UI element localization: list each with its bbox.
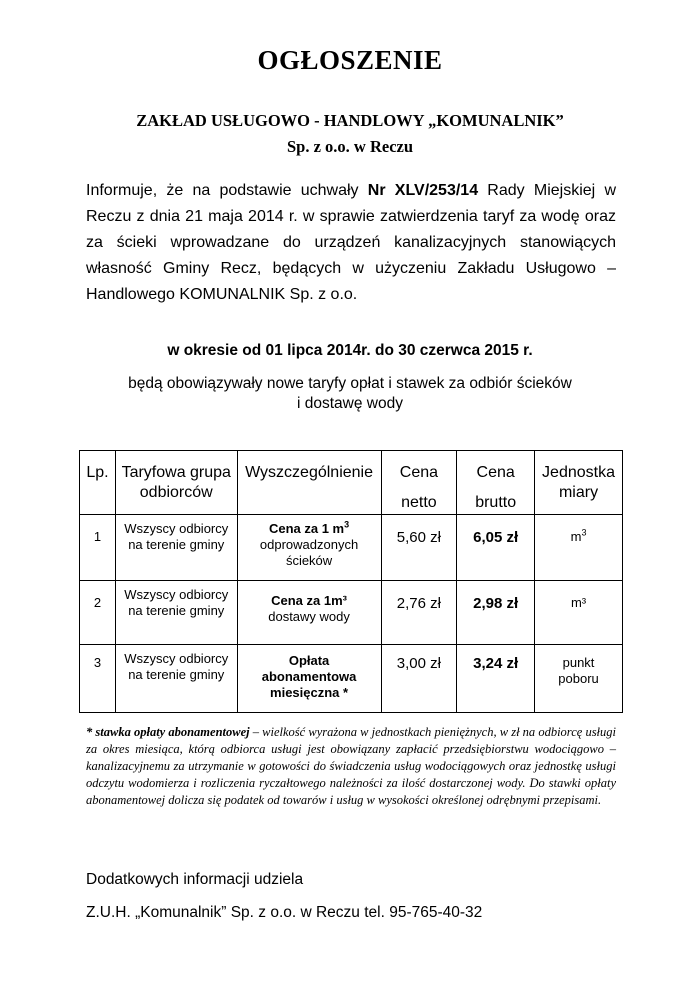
header-net-line-1: Cena xyxy=(399,464,439,481)
tariff-table xyxy=(79,450,623,713)
row1-lp-text: 1 xyxy=(93,529,102,544)
footnote xyxy=(86,724,616,809)
row3-unit xyxy=(535,645,623,713)
tariffs-line-2: i dostawę wody xyxy=(297,395,403,412)
table-row xyxy=(80,645,623,713)
header-spec xyxy=(237,451,381,515)
row1-gross-price: 6,05 zł xyxy=(473,529,519,546)
table-header-row xyxy=(80,451,623,515)
row1-group-text: Wszyscy odbiorcy na terenie gminy xyxy=(124,521,229,552)
row1-spec-desc: odprowadzonych ścieków xyxy=(259,537,359,568)
header-net xyxy=(381,451,457,515)
announcement-title: OGŁOSZENIE xyxy=(257,45,443,75)
row2-lp xyxy=(80,581,116,645)
header-unit-text: Jednostka miary xyxy=(542,464,615,501)
row1-spec-text xyxy=(238,515,381,569)
header-spec-text: Wyszczególnienie xyxy=(245,464,374,481)
row1-spec-title: Cena za 1 m xyxy=(268,521,345,536)
row3-lp-text: 3 xyxy=(93,655,102,670)
contact-details: Z.U.H. „Komunalnik” Sp. z o.o. w Reczu tel. 95-765-40-32 xyxy=(86,904,483,921)
resolution-number: Nr XLV/253/14 xyxy=(367,182,479,199)
row3-spec xyxy=(237,645,381,713)
row2-gross-price: 2,98 zł xyxy=(473,595,519,612)
header-group-text: Taryfowa grupa odbiorców xyxy=(121,464,231,501)
header-lp-text: Lp. xyxy=(86,464,109,481)
header-gross xyxy=(457,451,535,515)
row1-spec-sup: 3 xyxy=(344,519,350,530)
row2-unit-text: m³ xyxy=(570,595,587,610)
row2-spec-text xyxy=(238,581,381,625)
row1-group xyxy=(115,515,237,581)
row1-lp xyxy=(80,515,116,581)
row3-unit-text: punkt poboru xyxy=(558,655,599,686)
company-name xyxy=(0,108,700,160)
header-group xyxy=(115,451,237,515)
row3-spec-title: Opłata abonamentowa miesięczna * xyxy=(261,653,357,700)
header-net-line-2: netto xyxy=(401,494,437,511)
header-gross-line-2: brutto xyxy=(475,494,517,511)
contact-intro: Dodatkowych informacji udziela xyxy=(86,871,304,888)
row3-lp xyxy=(80,645,116,713)
row2-group-text: Wszyscy odbiorcy na terenie gminy xyxy=(124,587,229,618)
row2-spec-desc: dostawy wody xyxy=(268,609,350,624)
footnote-text: – wielkość wyrażona w jednostkach pieniężnych, w zł na odbiorcę usługi za okres miesiąca, którą odbiorca usługi jest obowiązany zapłacić przedsiębiorstwu wodociągowo – kanalizacyjnemu za utrzymanie w gotowości do świadczenia usług wodociągowych oraz jednostkę usługi odczytu wodomierza i rozliczenia ryczałtowego należności za ilość dostarczonej wody. Do stawki opłaty abonamentowej dolicza się podatek od towarów i usług w wysokości określonej odrębnymi przepisami. xyxy=(86,725,617,807)
row2-group xyxy=(115,581,237,645)
intro-text-1: Informuje, że na podstawie uchwały xyxy=(86,182,368,199)
header-lp xyxy=(80,451,116,515)
table-row xyxy=(80,581,623,645)
header-gross-line-1: Cena xyxy=(476,464,515,481)
row2-net-price: 2,76 zł xyxy=(396,595,441,612)
row1-net xyxy=(381,515,457,581)
company-line-2: Sp. z o.o. w Reczu xyxy=(286,137,414,156)
row3-group xyxy=(115,645,237,713)
row1-unit xyxy=(535,515,623,581)
row1-unit-base: m xyxy=(570,529,582,544)
row2-gross xyxy=(457,581,535,645)
row1-unit-text xyxy=(535,515,622,545)
validity-period: w okresie od 01 lipca 2014r. do 30 czerwca 2015 r. xyxy=(167,342,533,359)
tariffs-notice xyxy=(0,374,700,414)
row2-spec xyxy=(237,581,381,645)
company-line-1: ZAKŁAD USŁUGOWO - HANDLOWY „KOMUNALNIK” xyxy=(136,111,564,130)
tariffs-line-1: będą obowiązywały nowe taryfy opłat i stawek za odbiór ścieków xyxy=(128,375,572,392)
row2-lp-text: 2 xyxy=(93,595,102,610)
row2-spec-title: Cena za 1m³ xyxy=(271,593,347,608)
row1-unit-sup: 3 xyxy=(581,527,587,538)
intro-paragraph xyxy=(86,178,616,308)
row3-group-text: Wszyscy odbiorcy na terenie gminy xyxy=(124,651,229,682)
row3-gross xyxy=(457,645,535,713)
row3-net xyxy=(381,645,457,713)
row1-net-price: 5,60 zł xyxy=(396,529,441,546)
header-unit xyxy=(535,451,623,515)
row3-net-price: 3,00 zł xyxy=(396,655,441,672)
row2-net xyxy=(381,581,457,645)
row2-unit xyxy=(535,581,623,645)
row1-gross xyxy=(457,515,535,581)
row3-gross-price: 3,24 zł xyxy=(473,655,519,672)
row1-spec xyxy=(237,515,381,581)
footnote-label: * stawka opłaty abonamentowej xyxy=(86,725,250,739)
intro-text-2: Rady Miejskiej w Reczu z dnia 21 maja 2014 r. w sprawie zatwierdzenia taryf za wodę oraz za ścieki wprowadzane do urządzeń kanalizacyjnych stanowiących własność Gminy Recz, będących w użyczeniu Zakładu Usługowo – Handlowego KOMUNALNIK Sp. z o.o. xyxy=(86,182,616,303)
table-row xyxy=(80,515,623,581)
